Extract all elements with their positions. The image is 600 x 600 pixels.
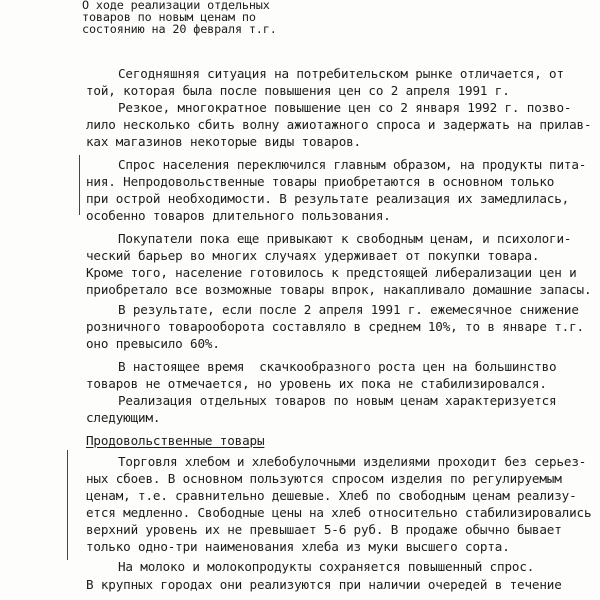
text-line: особенно товаров длительного пользования. <box>86 208 391 223</box>
text-line: приобретало все возможные товары впрок, накапливало домашние запасы. <box>86 282 592 297</box>
margin-mark <box>79 155 80 215</box>
title-line: товаров по новым ценам по <box>82 10 256 24</box>
text-line: ния. Непродовольственные товары приобретаются в основном только <box>86 174 555 189</box>
text-line: Покупатели пока еще привыкают к свободным ценам, и психологи- <box>118 231 572 246</box>
title-line: О ходе реализации отдельных <box>82 0 270 12</box>
text-line: ется медленно. Свободные цены на хлеб относительно стабилизировались <box>86 505 592 520</box>
text-line: оно превысило 60%. <box>86 336 220 351</box>
text-line: Кроме того, население готовилось к предстоящей либерализации цен и <box>86 265 577 280</box>
text-line: ценам, т.е. сравнительно дешевые. Хлеб по свободным ценам реализу- <box>86 488 577 503</box>
text-line: Спрос населения переключился главным образом, на продукты пита- <box>118 157 587 172</box>
text-line: В результате, если после 2 апреля 1991 г. ежемесячное снижение <box>118 302 579 317</box>
margin-mark <box>67 450 68 560</box>
text-line: только одно-три наименования хлеба из муки высшего сорта. <box>86 539 510 554</box>
text-line: ных сбоев. В основном пользуются спросом изделия по регулируемым <box>86 471 562 486</box>
text-line: следующим. <box>86 410 161 425</box>
text-line: ческий барьер во многих случаях удерживает от покупки товара. <box>86 248 540 263</box>
text-line: товаров не отмечается, но уровень их пока не стабилизировался. <box>86 376 547 391</box>
text-line: На молоко и молокопродукты сохраняется повышенный спрос. <box>118 559 535 574</box>
text-line: В настоящее время скачкообразного роста цен на большинство <box>118 359 557 374</box>
text-line: розничного товарооборота составляло в среднем 10%, то в январе т.г. <box>86 319 584 334</box>
text-line: ках магазинов некоторые виды товаров. <box>86 134 361 149</box>
text-line: В крупных городах они реализуются при наличии очередей в течение <box>86 577 562 592</box>
text-line: Торговля хлебом и хлебобулочными изделиями проходит без серьез- <box>118 454 587 469</box>
text-line: лило несколько сбить волну ажиотажного спроса и задержать на прилав- <box>86 117 592 132</box>
section-heading: Продовольственные товары <box>86 433 265 448</box>
text-line: Сегодняшняя ситуация на потребительском рынке отличается, от <box>118 66 564 81</box>
title-line: состоянию на 20 февраля т.г. <box>82 22 277 36</box>
text-line: той, которая была после повышения цен со 2 апреля 1991 г. <box>86 83 510 98</box>
text-line: верхний уровень их не превышает 5-6 руб. В продаже обычно бывает <box>86 522 562 537</box>
text-line: Реализация отдельных товаров по новым ценам характеризуется <box>118 393 557 408</box>
text-line: Резкое, многократное повышение цен со 2 января 1992 г. позво- <box>118 100 572 115</box>
text-line: при острой необходимости. В результате реализация их замедлилась, <box>86 191 570 206</box>
